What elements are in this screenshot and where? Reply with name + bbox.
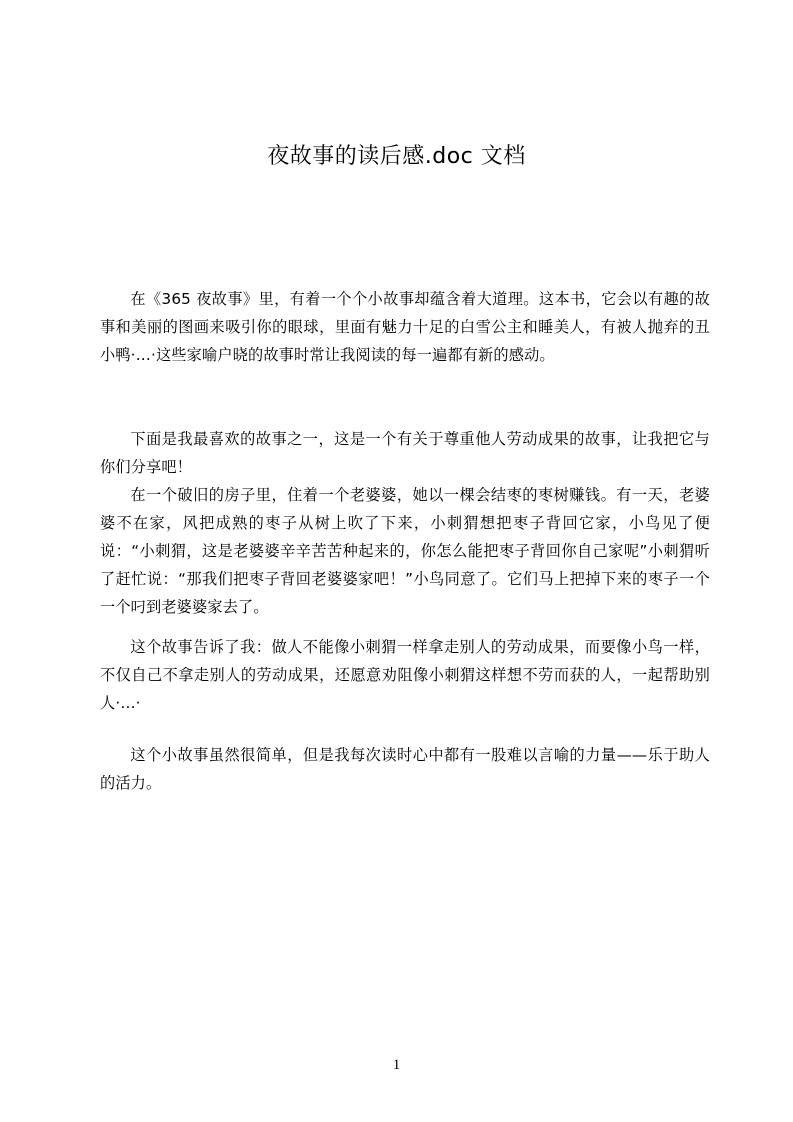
document-title: 夜故事的读后感.doc 文档 — [267, 144, 526, 169]
paragraph-intro: 在《365 夜故事》里，有着一个个小故事却蕴含着大道理。这本书，它会以有趣的故事和美丽的图画来吸引你的眼球，里面有魅力十足的白雪公主和睡美人，有被人抛弃的丑小鸭·…·这些家喻户晓的故事时常让我阅读的每一遍都有新的感动。 — [100, 290, 710, 364]
paragraph-favorite-story: 下面是我最喜欢的故事之一，这是一个有关于尊重他人劳动成果的故事，让我把它与你们分享吧！ — [100, 430, 710, 476]
paragraph-lesson: 这个故事告诉了我：做人不能像小刺猬一样拿走别人的劳动成果，而要像小鸟一样，不仅自己不拿走别人的劳动成果，还愿意劝阻像小刺猬这样想不劳而获的人，一起帮助别人·…· — [100, 638, 710, 712]
paragraph-story: 在一个破旧的房子里，住着一个老婆婆，她以一棵会结枣的枣树赚钱。有一天，老婆婆不在家，风把成熟的枣子从树上吹了下来，小刺猬想把枣子背回它家，小鸟见了便说：“小刺猬，这是老婆婆辛辛苦苦种起来的，你怎么能把枣子背回你自己家呢”小刺猬听了赶忙说：“那我们把枣子背回老婆婆家吧！”小鸟同意了。它们马上把掉下来的枣子一个一个叼到老婆婆家去了。 — [100, 486, 710, 616]
paragraph-conclusion: 这个小故事虽然很简单，但是我每次读时心中都有一股难以言喻的力量——乐于助人的活力。 — [100, 746, 710, 792]
page-number: 1 — [392, 1057, 401, 1073]
